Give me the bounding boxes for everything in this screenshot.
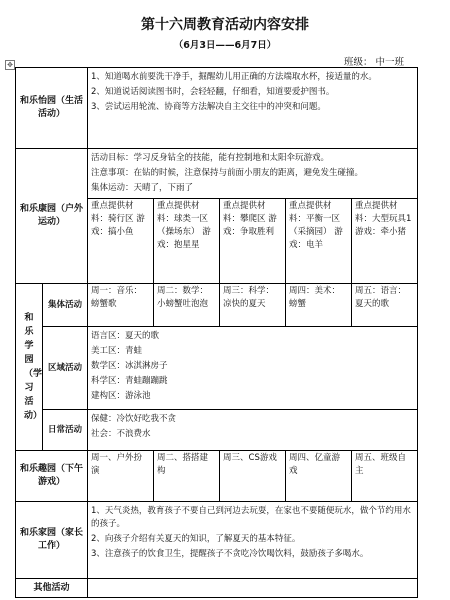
outdoor-cell-1[interactable]: 重点提供材料：骑行区 游戏：搞小鱼 [88,199,154,284]
other-content[interactable] [88,579,418,598]
family-item-3: 3、注意孩子的饮食卫生，提醒孩子不贪吃冷饮喝饮料，鼓励孩子多喝水。 [91,549,369,559]
area-item-2: 美工区：青蛙 [91,346,143,356]
family-item-1: 1、天气炎热，教育孩子不要自己到河边去玩耍，在家也不要随便玩水，做个节约用水的孩子。 [91,506,411,529]
outdoor-group: 集体运动：天晴了，下雨了 [91,183,194,193]
study-group-cell-2[interactable]: 周二：数学：小螃蟹吐泡泡 [154,284,220,327]
outdoor-content[interactable] [88,149,418,199]
daily-item-1: 保健：冷饮好吃我不贪 [91,414,177,424]
afternoon-cell-5[interactable]: 周五、班级自主 [352,451,418,502]
class-info: 班级： 中一班 [343,57,404,68]
row-study-area [16,327,418,410]
study-label-text: 和乐学园（学习活动） [24,313,43,421]
study-group-cell-4[interactable]: 周四：美术：螃蟹 [286,284,352,327]
outdoor-cell-2[interactable]: 重点提供材料：球类一区（操场东） 游戏：抱星星 [154,199,220,284]
section-label-study [16,284,43,451]
study-area-content[interactable] [88,327,418,410]
row-outdoor-top [16,149,418,199]
daily-item-2: 社会：不浪费水 [91,429,151,439]
section-label-afternoon: 和乐趣园（下午游戏） [16,451,88,502]
area-item-3: 数学区：冰淇淋房子 [91,361,168,371]
family-content[interactable] [88,502,418,579]
study-area-label: 区域活动 [43,327,88,410]
family-item-2: 2、向孩子介绍有关夏天的知识，了解夏天的基本特征。 [91,534,301,544]
afternoon-cell-1[interactable]: 周一、户外扮演 [88,451,154,502]
section-label-morning: 和乐怡园（生活活动） [16,68,88,149]
row-study-daily [16,410,418,451]
section-label-outdoor: 和乐康园（户外运动） [16,149,88,284]
table-move-handle-icon[interactable]: ✥ [5,60,15,70]
outdoor-cell-4[interactable]: 重点提供材料：平衡一区（采摘园） 游戏：电羊 [286,199,352,284]
study-group-cell-3[interactable]: 周三：科学：凉快的夏天 [220,284,286,327]
page-title: 第十六周教育活动内容安排 [141,17,309,33]
section-label-other: 其他活动 [16,579,88,598]
study-group-label: 集体活动 [43,284,88,327]
schedule-table [15,67,418,598]
row-study-group [16,284,418,327]
row-other [16,579,418,598]
outdoor-note: 注意事项：在钻的时候，注意保持与前面小朋友的距离，避免发生碰撞。 [91,168,364,178]
study-group-cell-1[interactable]: 周一：音乐：螃蟹歌 [88,284,154,327]
area-item-5: 建构区：游泳池 [91,391,151,401]
outdoor-goal: 活动目标：学习反身钻全的技能，能有控制地和太阳伞玩游戏。 [91,153,330,163]
row-afternoon [16,451,418,502]
area-item-4: 科学区：青蛙蹦蹦跳 [91,376,168,386]
outdoor-cell-3[interactable]: 重点提供材料：攀爬区 游戏：争取胜利 [220,199,286,284]
section-label-family: 和乐家园（家长工作） [16,502,88,579]
outdoor-cell-5[interactable]: 重点提供材料：大型玩具1 游戏：牵小猪 [352,199,418,284]
study-group-cell-5[interactable]: 周五：语言：夏天的歌 [352,284,418,327]
morning-item-2: 2、知道说话阅读图书时，会轻轻翻，仔细看，知道要爱护图书。 [91,87,335,97]
afternoon-cell-3[interactable]: 周三、CS游戏 [220,451,286,502]
row-morning [16,68,418,149]
afternoon-cell-2[interactable]: 周二、搭搭建构 [154,451,220,502]
study-daily-label: 日常活动 [43,410,88,451]
morning-item-3: 3、尝试运用轮流、协商等方法解决自主交往中的冲突和问题。 [91,102,326,112]
row-family [16,502,418,579]
area-item-1: 语言区：夏天的歌 [91,331,160,341]
study-daily-content[interactable] [88,410,418,451]
afternoon-cell-4[interactable]: 周四、亿童游戏 [286,451,352,502]
morning-content[interactable] [88,68,418,149]
morning-item-1: 1、知道喝水前要洗干净手，掘醒幼儿用正确的方法端取水杯，接适量的水。 [91,72,377,82]
date-range: （6月3日——6月7日） [173,40,277,51]
